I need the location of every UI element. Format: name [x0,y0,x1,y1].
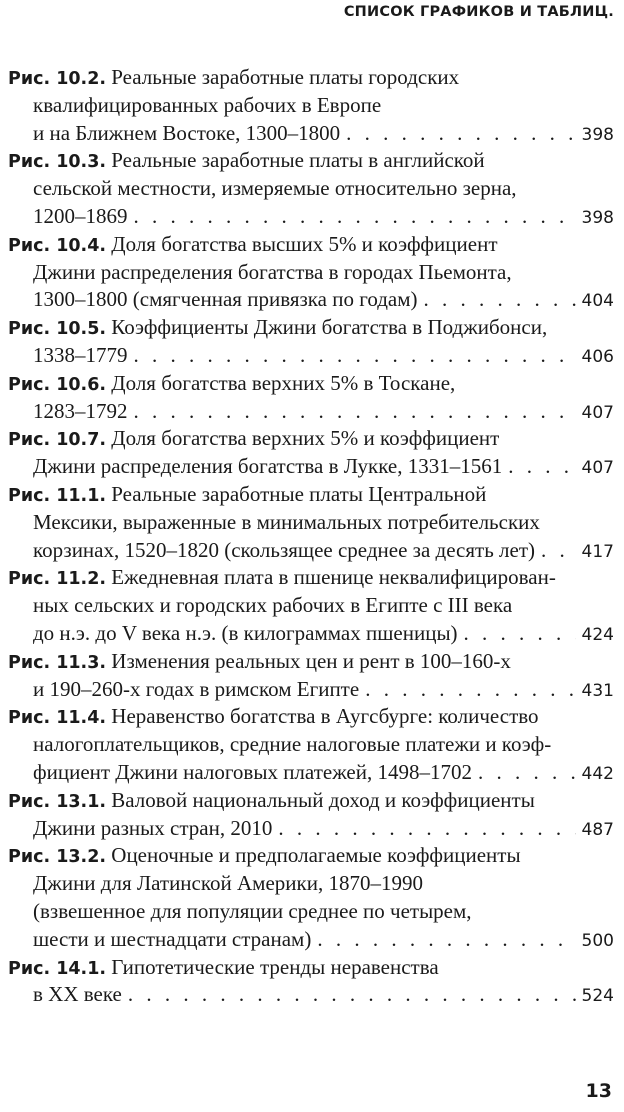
entry-line [8,481,614,509]
figure-caption-text: Реальные заработные платы в английской [111,148,485,173]
figure-entry [8,314,614,370]
figure-caption-text: корзинах, 1520–1820 (скользящее среднее за десять лет) [33,537,536,562]
figure-caption-text: 1338–1779 [33,342,128,367]
entry-line [8,120,614,148]
entry-line [8,398,614,426]
entry-line [8,592,614,620]
entry-line [8,620,614,648]
dot-leader [134,398,576,426]
dot-leader [478,759,576,787]
dot-leader [278,815,575,843]
figure-entry [8,787,614,843]
figure-caption-text: и 190–260-х годах в римском Египте [33,676,360,701]
figure-caption-text: до н.э. до V века н.э. (в килограммах пшеницы) [33,620,458,645]
entry-line [8,259,614,287]
figure-entry [8,564,614,647]
figure-label: Рис. 13.1. [8,791,107,812]
page-reference: 417 [581,541,614,562]
figure-list [8,64,614,1009]
figure-caption-text: Неравенство богатства в Аугсбурге: количество [111,704,539,729]
figure-entry [8,481,614,564]
dot-leader [508,453,575,481]
figure-caption-text: Коэффициенты Джини богатства в Поджибонси, [111,315,548,340]
figure-label: Рис. 13.2. [8,847,107,868]
figure-caption-text: Реальные заработные платы Центральной [111,481,487,506]
entry-line [8,731,614,759]
dot-leader [134,203,576,231]
figure-caption-text: 1200–1869 [33,203,128,228]
dot-leader [346,120,575,148]
figure-caption-text: ных сельских и городских рабочих в Египте с III века [33,593,513,618]
figure-caption-text: и на Ближнем Востоке, 1300–1800 [33,120,341,145]
entry-line [8,981,614,1009]
entry-line [8,954,614,982]
entry-line [8,286,614,314]
page-number: 13 [585,1080,612,1102]
entry-line [8,870,614,898]
figure-entry [8,954,614,1010]
figure-caption-text: Мексики, выраженные в минимальных потребительских [33,509,540,534]
entry-line [8,537,614,565]
figure-caption-text: Джини разных стран, 2010 [33,815,273,840]
figure-entry [8,231,614,314]
dot-leader [134,342,576,370]
figure-label: Рис. 14.1. [8,958,107,979]
figure-caption-text: сельской местности, измеряемые относительно зерна, [33,176,517,201]
figure-entry [8,703,614,786]
figure-label: Рис. 10.5. [8,319,107,340]
page-reference: 500 [581,930,614,951]
entry-line [8,370,614,398]
entry-line [8,648,614,676]
figure-entry [8,64,614,147]
dot-leader [128,981,576,1009]
entry-line [8,787,614,815]
entry-line [8,64,614,92]
figure-caption-text: Валовой национальный доход и коэффициенты [111,787,535,812]
page-reference: 404 [581,291,614,312]
figure-label: Рис. 11.4. [8,708,107,729]
figure-label: Рис. 10.3. [8,152,107,173]
entry-line [8,314,614,342]
figure-caption-text: Джини распределения богатства в городах Пьемонта, [33,259,512,284]
page-reference: 524 [581,986,614,1007]
figure-entry [8,147,614,230]
figure-caption-text: Ежедневная плата в пшенице неквалифицирован- [111,565,556,590]
figure-caption-text: Доля богатства высших 5% и коэффициент [111,231,498,256]
figure-label: Рис. 10.6. [8,374,107,395]
entry-line [8,147,614,175]
dot-leader [541,537,576,565]
page-reference: 398 [581,124,614,145]
page-reference: 487 [581,819,614,840]
page-reference: 407 [581,402,614,423]
figure-caption-text: Оценочные и предполагаемые коэффициенты [111,843,521,868]
dot-leader [317,926,575,954]
figure-caption-text: квалифицированных рабочих в Европе [33,92,382,117]
figure-caption-text: 1300–1800 (смягченная привязка по годам) [33,287,418,312]
entry-line [8,453,614,481]
figure-caption-text: в XX веке [33,982,122,1007]
figure-entry [8,425,614,481]
dot-leader [464,620,576,648]
dot-leader [365,676,575,704]
entry-line [8,509,614,537]
entry-line [8,926,614,954]
figure-caption-text: Реальные заработные платы городских [111,65,460,89]
figure-label: Рис. 11.2. [8,569,107,590]
figure-caption-text: фициент Джини налоговых платежей, 1498–1702 [33,759,472,784]
figure-caption-text: Джини распределения богатства в Лукке, 1331–1561 [33,454,503,479]
entry-line [8,425,614,453]
page-reference: 398 [581,207,614,228]
figure-caption-text: Гипотетические тренды неравенства [111,954,439,979]
entry-line [8,759,614,787]
page-reference: 406 [581,346,614,367]
page-reference: 442 [581,763,614,784]
entry-line [8,342,614,370]
figure-caption-text: Изменения реальных цен и рент в 100–160-х [111,648,511,673]
entry-line [8,175,614,203]
page-reference: 407 [581,458,614,479]
entry-line [8,92,614,120]
figure-label: Рис. 10.7. [8,430,107,451]
entry-line [8,703,614,731]
figure-caption-text: Доля богатства верхних 5% и коэффициент [111,426,500,451]
entry-line [8,203,614,231]
figure-entry [8,842,614,953]
figure-caption-text: шести и шестнадцати странам) [33,926,312,951]
figure-caption-text: (взвешенное для популяции среднее по четырем, [33,898,472,923]
figure-caption-text: налогоплательщиков, средние налоговые платежи и коэф- [33,732,552,757]
figure-entry [8,648,614,704]
figure-label: Рис. 10.2. [8,69,107,89]
figure-caption-text: Джини для Латинской Америки, 1870–1990 [33,871,423,896]
page-reference: 431 [581,680,614,701]
page-reference: 424 [581,624,614,645]
entry-line [8,815,614,843]
figure-label: Рис. 11.1. [8,485,107,506]
dot-leader [424,286,576,314]
figure-entry [8,370,614,426]
running-header: СПИСОК ГРАФИКОВ И ТАБЛИЦ. [343,4,614,20]
figure-label: Рис. 11.3. [8,652,107,673]
entry-line [8,676,614,704]
figure-caption-text: Доля богатства верхних 5% в Тоскане, [111,370,456,395]
entry-line [8,842,614,870]
figure-label: Рис. 10.4. [8,235,107,256]
entry-line [8,231,614,259]
figure-caption-text: 1283–1792 [33,398,128,423]
entry-line [8,564,614,592]
entry-line [8,898,614,926]
